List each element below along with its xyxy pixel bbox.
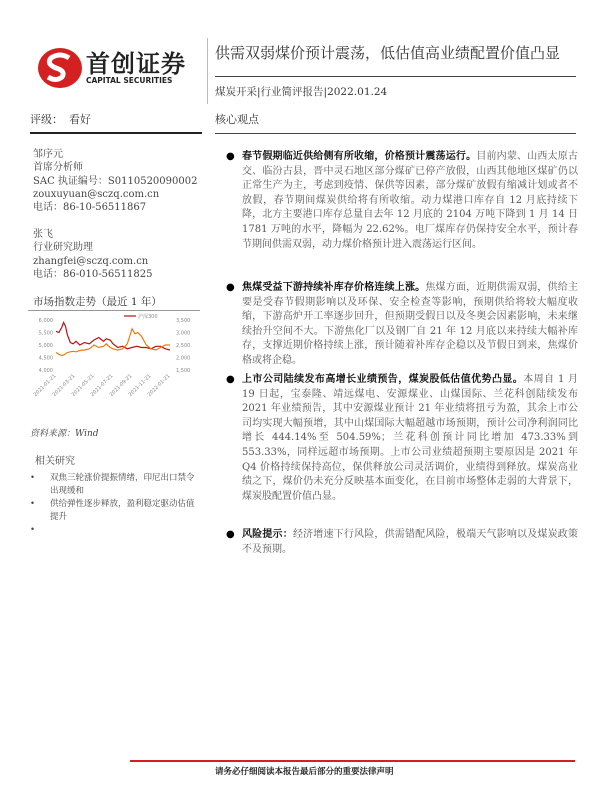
series-line-1 [56, 323, 170, 351]
bullet-icon: ● [226, 374, 235, 385]
analyst-phone: 电话：86-10-56511867 [33, 202, 147, 214]
left-tick-label: 5,000 [38, 343, 53, 349]
core-views-heading: 核心观点 [215, 113, 259, 126]
rating [30, 111, 97, 127]
bullet-icon: • [30, 473, 36, 483]
bullet-icon: • [30, 525, 36, 535]
x-tick-label: 2021-03-21 [51, 373, 77, 398]
brand-name: 首创证券 [86, 50, 186, 78]
x-tick-label: 2021-05-21 [70, 373, 96, 398]
footer-rule [130, 760, 575, 762]
report-title: 供需双弱煤价预计震荡，低估值高业绩配置价值凸显 [215, 44, 561, 62]
rating-value: 看好 [69, 113, 91, 126]
header-divider [207, 38, 208, 104]
core-bullet [226, 373, 578, 504]
bullet-icon: • [30, 499, 36, 509]
left-tick-label: 4,500 [38, 355, 53, 362]
logo-mark-icon [36, 44, 84, 92]
bullet-heading: 风险提示： [242, 529, 293, 540]
right-tick-label: 2,500 [176, 343, 191, 349]
bullet-heading: 春节假期临近供给侧有所收缩，价格预计震荡运行。 [242, 151, 477, 162]
analyst-role: 首席分析师 [33, 162, 83, 174]
company-logo [36, 42, 196, 98]
x-tick-label: 2021-09-21 [108, 373, 134, 398]
bullet-icon: ● [226, 529, 235, 540]
left-tick-label: 6,000 [38, 318, 53, 324]
chart-source: 资料来源：Wind [30, 429, 99, 439]
market-index-chart [28, 312, 200, 422]
bullet-heading: 焦煤受益下游持续补库存价格连续上涨。 [242, 282, 426, 293]
right-tick-label: 3,000 [176, 330, 191, 337]
related-research-heading: 相关研究 [35, 456, 75, 467]
analyst-name: 张飞 [33, 229, 53, 240]
analyst-email[interactable]: zhangfei@sczq.com.cn [33, 255, 149, 267]
bullet-text: 经济增速下行风险，供需错配风险，极端天气影响以及煤炭政策不及预期。 [242, 529, 578, 555]
x-tick-label: 2021-01-21 [32, 373, 58, 398]
bullet-icon: ● [226, 282, 235, 293]
related-item[interactable]: • 双焦三轮涨价提振情绪，印尼出口禁令出现缓和 [30, 473, 195, 496]
analyst-1 [33, 148, 197, 214]
right-tick-label: 2,000 [176, 355, 191, 362]
bullet-heading: 上市公司陆续发布高增长业绩预告，煤炭股低估值优势凸显。 [242, 374, 524, 385]
related-item[interactable]: • 供给弹性逐步释放，盈利稳定驱动估值提升 [30, 499, 195, 522]
x-tick-label: 2022-01-21 [146, 373, 172, 398]
x-tick-label: 2021-11-21 [127, 373, 153, 398]
right-tick-label: 1,500 [176, 368, 191, 374]
core-bullet [226, 528, 578, 557]
analyst-email[interactable]: zouxuyuan@sczq.com.cn [33, 188, 160, 200]
x-tick-label: 2021-07-21 [89, 373, 115, 398]
chart-title: 市场指数走势（最近 1 年） [33, 296, 162, 308]
bullet-text: 目前内蒙、山西太原古交、临汾古县，晋中灵石地区部分煤矿已停产放假，山西其他地区煤矿仍以正常生产为主，考虑到疫情、保供等因素，部分煤矿放假有缩减计划或者不放假，春节期间煤炭供给将有所收缩。动力煤港口库存自 12 月底持续下降，北方主要港口库存总量自去年 12 月底的 2104 万吨下降到 1 月 14 日 1781 万吨的水平，降幅为 22.62%。电厂煤库存仍保持安全水平，预计春节期间供需双弱，动力煤价格预计进入震荡运行区间。 [242, 151, 578, 250]
analyst-phone: 电话：86-010-56511825 [33, 268, 153, 280]
core-bullet [226, 281, 578, 369]
title-rule [215, 76, 576, 77]
chart-title-rule [28, 310, 200, 311]
right-tick-label: 3,500 [176, 318, 191, 324]
bullet-text: 焦煤方面，近期供需双弱，供给主要是受春节假期影响以及环保、安全检查等影响，预期供给将较大幅度收缩，下游高炉开工率逐步回升，但预期受假日以及冬奥会因素影响，未来继续抬升空间不大。下游焦化厂以及钢厂自 21 年 12 月底以来持续大幅补库存，支撑近期价格持续上涨，预计随着补库存企稳以及节假日到来，焦煤价格或将企稳。 [242, 282, 578, 366]
bullet-text: 本周自 1 月 19 日起，宝泰隆、靖远煤电、安源煤业、山煤国际、兰花科创陆续发布 2021 年业绩预告，其中安源煤业预计 21 年业绩将扭亏为盈，其余上市公司均实现大幅预增，其中山煤国际大幅超越市场预期，预计公司净利润同比增长 444.14%至 504.59%；兰花科创预计同比增加 473.33%到 553.33%，同样远超市场预期。上市公司业绩超预期主要原因是 2021 年 Q4 价格持续保持高位，保供释放公司灵活调价，业绩得到释放。煤炭高业绩之下，煤价仍未充分反映基本面变化，在目前市场整体走弱的大背景下，煤炭股配置价值凸显。 [242, 374, 578, 502]
analyst-role: 行业研究助理 [33, 242, 93, 254]
bullet-icon: ● [226, 151, 235, 162]
analyst-sac: SAC 执证编号：S0110520090002 [33, 175, 198, 187]
core-bullet [226, 150, 578, 252]
rating-rule [30, 132, 202, 134]
rating-label: 评级： [30, 113, 63, 126]
left-tick-label: 4,000 [38, 368, 53, 374]
series-line-2 [56, 329, 170, 356]
analyst-name: 邹序元 [33, 149, 63, 160]
report-subtitle: 煤炭开采|行业简评报告|2022.01.24 [215, 86, 388, 98]
legal-notice: 请务必仔细阅读本报告最后部分的重要法律声明 [215, 767, 394, 777]
brand-name-en: CAPITAL SECURITIES [86, 76, 173, 85]
left-tick-label: 5,500 [38, 330, 53, 337]
core-rule [215, 133, 576, 134]
analyst-2 [33, 228, 152, 281]
legend-label: 沪深300 [138, 314, 158, 320]
